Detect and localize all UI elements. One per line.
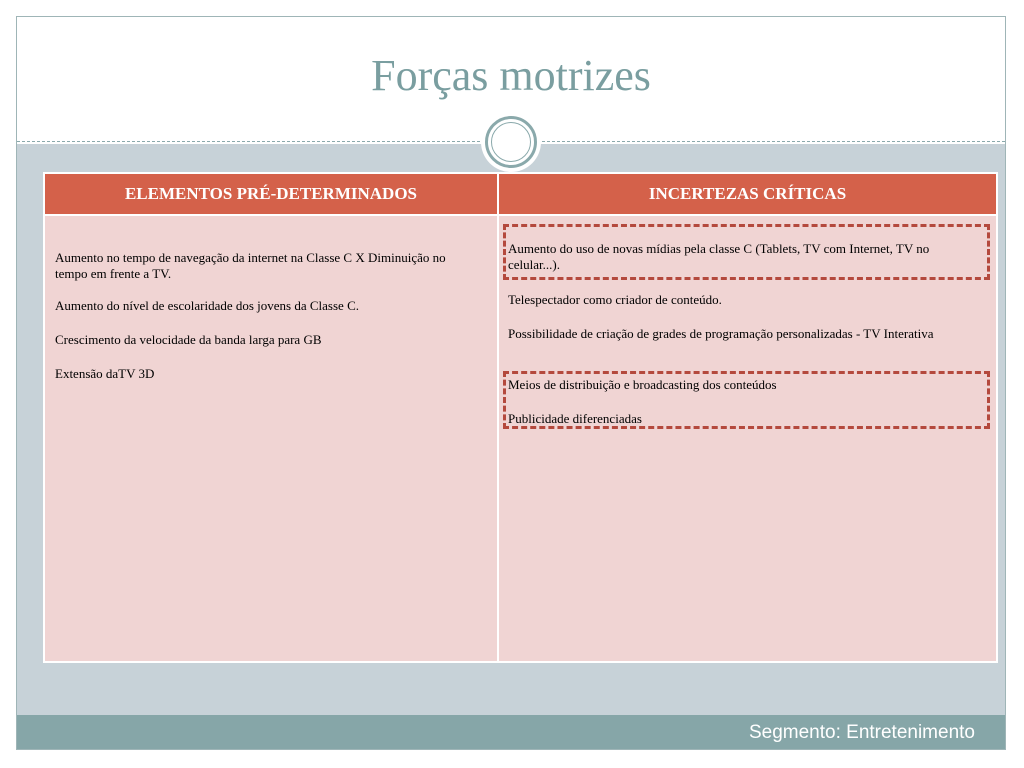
highlight-box-bottom: [503, 371, 990, 429]
left-item-1: Aumento no tempo de navegação da internet na Classe C X Diminuição no tempo em frente a TV.: [55, 250, 446, 281]
right-item-4: Meios de distribuição e broadcasting dos conteúdos: [508, 377, 777, 392]
right-item-3: Possibilidade de criação de grades de programação personalizadas - TV Interativa: [508, 326, 934, 341]
slide: [16, 16, 1006, 750]
right-item-1: Aumento do uso de novas mídias pela classe C (Tablets, TV com Internet, TV no celular...).: [508, 241, 930, 272]
right-item-2: Telespectador como criador de conteúdo.: [508, 292, 722, 307]
slide-title: Forças motrizes: [371, 51, 651, 100]
highlight-box-top: [503, 224, 990, 280]
left-item-2: Aumento do nível de escolaridade dos jovens da Classe C.: [55, 298, 359, 313]
header-critical-uncertainties: INCERTEZAS CRÍTICAS: [499, 174, 996, 214]
right-item-5: Publicidade diferenciadas: [508, 411, 642, 426]
circle-ornament-inner: [491, 122, 531, 162]
footer-bar: [17, 715, 1005, 750]
forces-table: [43, 172, 998, 663]
header-predetermined: ELEMENTOS PRÉ-DETERMINADOS: [45, 174, 497, 214]
left-item-4: Extensão daTV 3D: [55, 366, 155, 381]
column-divider: [497, 174, 499, 661]
header-separator: [45, 214, 996, 216]
left-item-3: Crescimento da velocidade da banda larga para GB: [55, 332, 322, 347]
footer-segment-label: Segmento: Entretenimento: [748, 722, 975, 743]
